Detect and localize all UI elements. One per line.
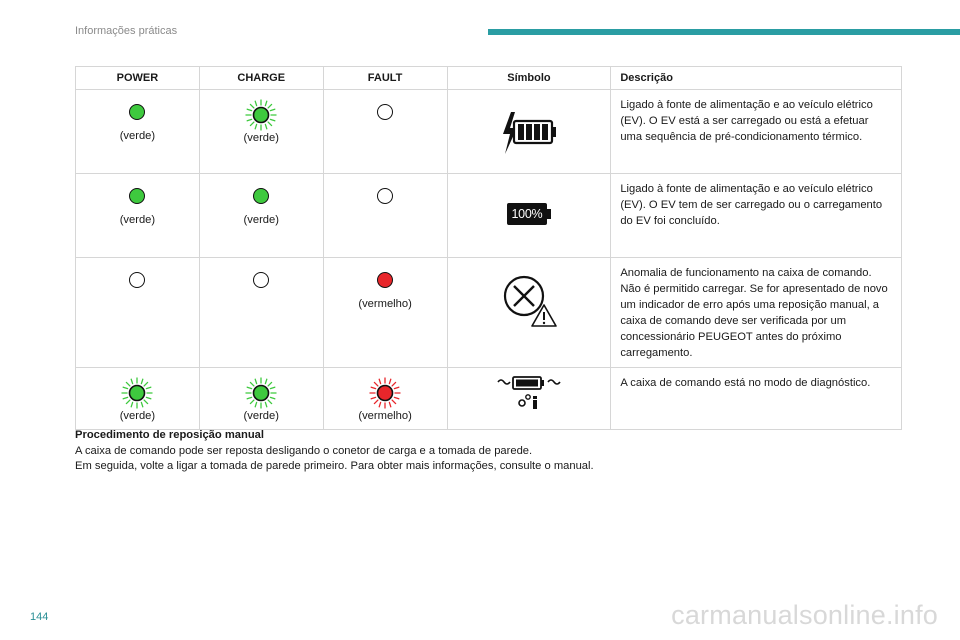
reset-procedure: [75, 428, 594, 475]
procedure-title: Procedimento de reposição manual: [75, 429, 264, 441]
charge-cell: [199, 258, 323, 368]
charge-cell: [199, 174, 323, 258]
power-cell: [76, 90, 200, 174]
fault-cell: [323, 258, 447, 368]
charge-cell: [199, 90, 323, 174]
column-header-fault: FAULT: [323, 67, 447, 90]
description-cell: Anomalia de funcionamento na caixa de comando. Não é permitido carregar. Se for apresentado de novo um indicador de erro após uma reposição manual, a caixa de comando deve ser verificada por um concessionário PEUGEOT antes do próximo carregamento.: [611, 258, 902, 368]
power-cell: [76, 368, 200, 430]
page-number: 144: [30, 611, 49, 623]
header-accent-bar: [488, 29, 960, 35]
led-color-label: (vermelho): [358, 410, 412, 422]
symbol-cell: [447, 174, 611, 258]
description-cell: A caixa de comando está no modo de diagnóstico.: [611, 368, 902, 430]
column-header-charge: CHARGE: [199, 67, 323, 90]
green-led-icon: [253, 188, 269, 204]
section-title: Informações práticas: [75, 25, 178, 37]
green-led-icon: [129, 188, 145, 204]
off-led-icon: [253, 272, 269, 288]
red-led-icon: [377, 272, 393, 288]
led-color-label: (verde): [243, 410, 279, 422]
description-cell: Ligado à fonte de alimentação e ao veículo elétrico (EV). O EV tem de ser carregado ou o carregamento do EV foi concluído.: [611, 174, 902, 258]
symbol-cell: [447, 258, 611, 368]
table-row: [76, 174, 902, 258]
off-led-icon: [377, 188, 393, 204]
green-led-blinking-icon: [120, 376, 154, 410]
fault-cell: [323, 368, 447, 430]
procedure-line: A caixa de comando pode ser reposta desligando o conetor de carga e a tomada de parede.: [75, 444, 533, 457]
green-led-blinking-icon: [244, 98, 278, 132]
table-row: [76, 258, 902, 368]
column-header-power: POWER: [76, 67, 200, 90]
symbol-cell: [447, 368, 611, 430]
table-row: [76, 368, 902, 430]
led-color-label: (verde): [243, 214, 279, 226]
green-led-blinking-icon: [244, 376, 278, 410]
off-led-icon: [129, 272, 145, 288]
battery-level-text: 100%: [507, 203, 547, 225]
description-cell: Ligado à fonte de alimentação e ao veículo elétrico (EV). O EV está a ser carregado ou está a efetuar uma sequência de pré-condicionamento térmico.: [611, 90, 902, 174]
procedure-line: Em seguida, volte a ligar a tomada de parede primeiro. Para obter mais informações, consulte o manual.: [75, 460, 594, 472]
off-led-icon: [377, 104, 393, 120]
red-led-blinking-icon: [368, 376, 402, 410]
fault-cell: [323, 90, 447, 174]
column-header-description: Descrição: [611, 67, 902, 90]
status-table: [75, 66, 902, 430]
diagnostic-mode-icon: [496, 376, 562, 410]
battery-terminal: [547, 209, 551, 219]
battery-full-icon: [507, 203, 551, 225]
column-header-symbol: Símbolo: [447, 67, 611, 90]
led-color-label: (verde): [243, 132, 279, 144]
table-header-row: [76, 67, 902, 90]
power-cell: [76, 174, 200, 258]
charge-cell: [199, 368, 323, 430]
green-led-icon: [129, 104, 145, 120]
table-row: [76, 90, 902, 174]
led-color-label: (vermelho): [358, 298, 412, 310]
led-color-label: (verde): [119, 130, 156, 142]
fault-warning-icon: [500, 272, 558, 328]
fault-cell: [323, 174, 447, 258]
led-color-label: (verde): [119, 410, 156, 422]
watermark: carmanualsonline.info: [671, 600, 938, 630]
power-cell: [76, 258, 200, 368]
battery-charging-icon: [499, 108, 559, 160]
symbol-cell: [447, 90, 611, 174]
led-color-label: (verde): [119, 214, 156, 226]
